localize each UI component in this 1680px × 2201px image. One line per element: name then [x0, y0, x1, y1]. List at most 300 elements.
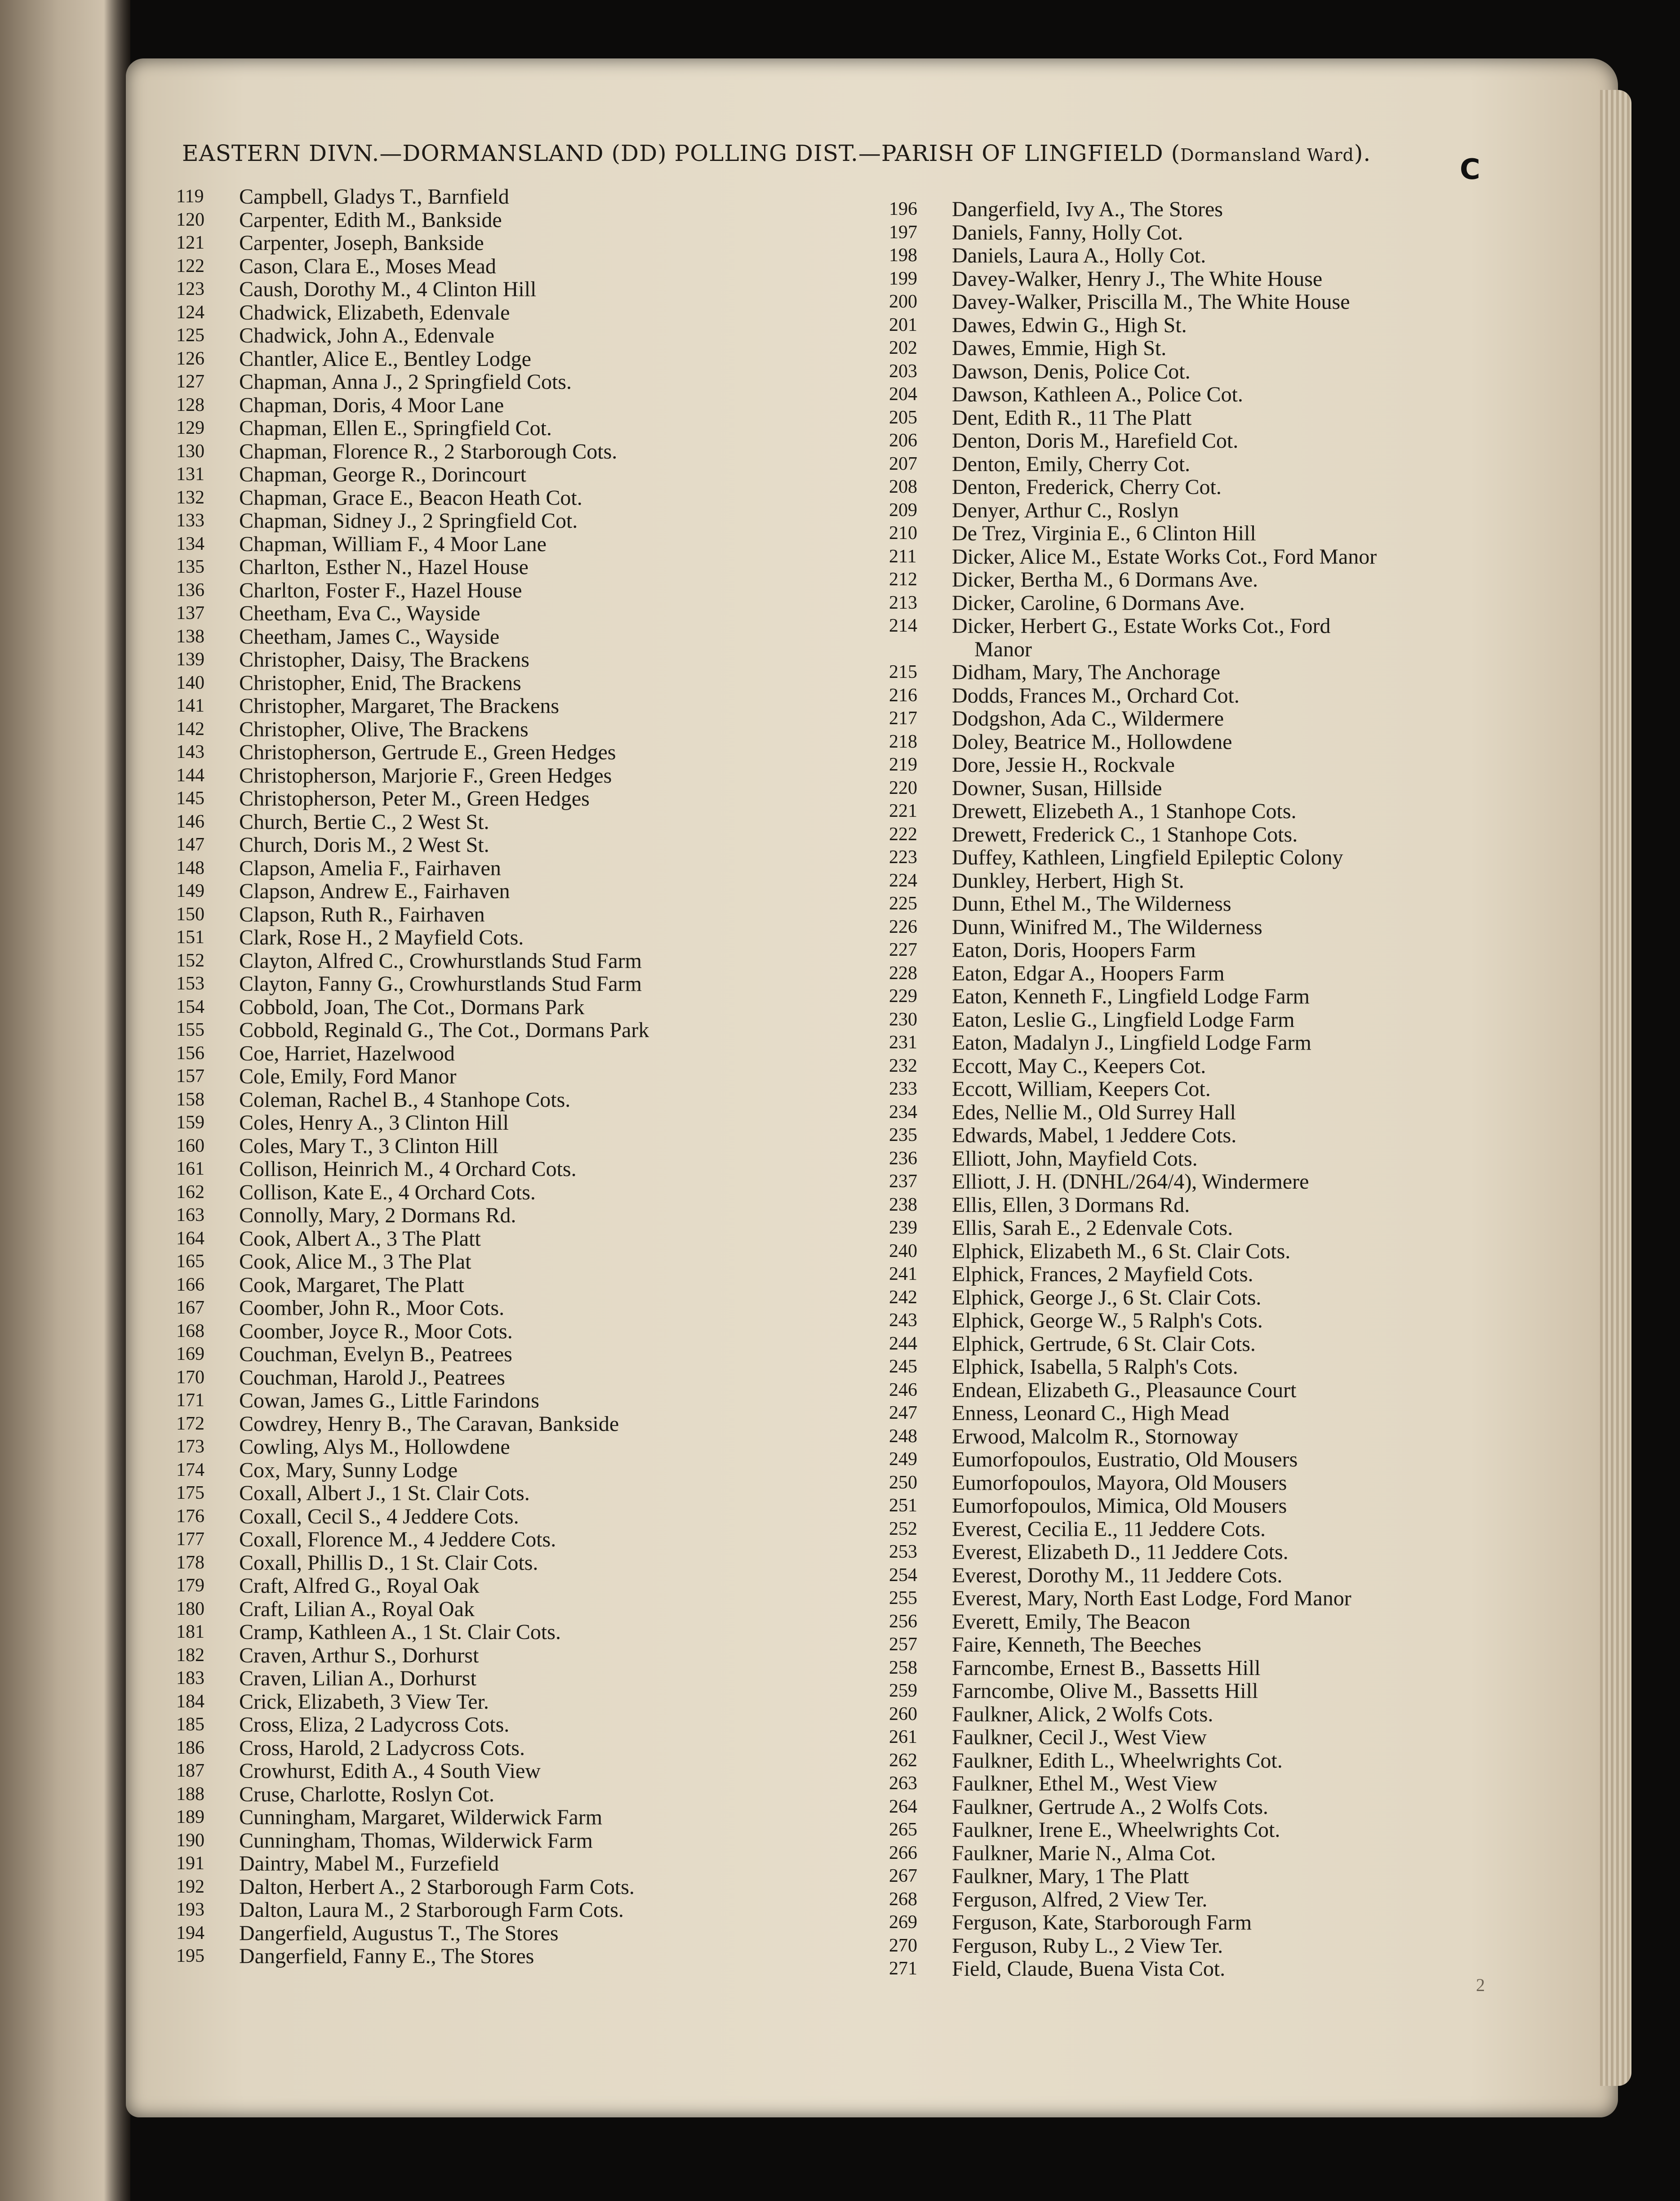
elector-name-address [952, 1216, 1233, 1240]
elector-name-text: Elliott, J. H. (DNHL/264/4), Windermere [952, 1170, 1309, 1194]
elector-name-text: Farncombe, Olive M., Bassetts Hill [952, 1679, 1258, 1703]
elector-name-address [239, 1806, 602, 1829]
elector-number: 182 [176, 1644, 204, 1666]
elector-number: 152 [176, 950, 204, 971]
elector-name-address [239, 602, 480, 625]
elector-number: 269 [889, 1912, 917, 1933]
elector-name-address [239, 1621, 561, 1644]
elector-number: 193 [176, 1899, 204, 1920]
elector-name-text: Everest, Dorothy M., 11 Jeddere Cots. [952, 1563, 1283, 1587]
elector-number: 134 [176, 533, 204, 554]
elector-number: 184 [176, 1691, 204, 1712]
elector-name-text: Dent, Edith R., 11 The Platt [952, 405, 1192, 430]
elector-name-text: Crowhurst, Edith A., 4 South View [239, 1759, 541, 1783]
elector-name-text: Coles, Henry A., 3 Clinton Hill [239, 1111, 509, 1135]
elector-name-text: Christopher, Margaret, The Brackens [239, 694, 560, 718]
elector-name-address [952, 522, 1256, 545]
elector-name-text: Connolly, Mary, 2 Dormans Rd. [239, 1203, 516, 1227]
elector-number: 147 [176, 834, 204, 855]
elector-number: 171 [176, 1390, 204, 1411]
elector-name-text: Cobbold, Joan, The Cot., Dormans Park [239, 995, 585, 1019]
elector-name-address [239, 1088, 570, 1112]
elector-name-address [239, 718, 529, 741]
elector-name-address [952, 707, 1224, 731]
elector-number: 220 [889, 777, 917, 798]
elector-name-address [952, 753, 1175, 777]
elector-name-text: Faulkner, Ethel M., West View [952, 1772, 1218, 1796]
elector-name-address [952, 1355, 1238, 1379]
elector-name-address [952, 892, 1231, 916]
elector-number: 200 [889, 291, 917, 312]
elector-name-address [952, 1587, 1351, 1610]
elector-number: 256 [889, 1611, 917, 1632]
elector-number: 246 [889, 1379, 917, 1400]
elector-name-address [239, 926, 524, 949]
elector-number: 249 [889, 1449, 917, 1470]
elector-name-text: Faulkner, Alick, 2 Wolfs Cots. [952, 1702, 1213, 1726]
elector-name-address [952, 1379, 1296, 1402]
elector-name-address [239, 1505, 519, 1528]
elector-number: 160 [176, 1135, 204, 1156]
elector-name-address [239, 255, 496, 278]
elector-number: 154 [176, 996, 204, 1017]
elector-name-address [239, 857, 501, 880]
elector-name-text: Christopher, Daisy, The Brackens [239, 648, 529, 672]
elector-name-text: Davey-Walker, Henry J., The White House [952, 267, 1323, 291]
elector-number: 194 [176, 1922, 204, 1943]
elector-name-address [952, 453, 1190, 476]
elector-name-address [239, 1644, 479, 1667]
elector-name-address [239, 1667, 476, 1690]
elector-name-text: Collison, Heinrich M., 4 Orchard Cots. [239, 1157, 577, 1181]
elector-number: 176 [176, 1506, 204, 1527]
elector-name-address [952, 499, 1179, 522]
elector-number: 191 [176, 1853, 204, 1874]
elector-number: 140 [176, 672, 204, 693]
elector-name-text: Daniels, Laura A., Holly Cot. [952, 244, 1206, 267]
elector-number: 248 [889, 1426, 917, 1447]
elector-number: 155 [176, 1020, 204, 1040]
elector-number: 180 [176, 1598, 204, 1619]
elector-name-text: Faulkner, Cecil J., West View [952, 1725, 1207, 1749]
elector-name-text: Cowan, James G., Little Farindons [239, 1389, 539, 1412]
elector-name-text: Faulkner, Gertrude A., 2 Wolfs Cots. [952, 1795, 1268, 1819]
elector-name-address [952, 1818, 1280, 1842]
elector-number: 192 [176, 1876, 204, 1897]
elector-name-text: Faulkner, Marie N., Alma Cot. [952, 1841, 1216, 1865]
elector-number: 237 [889, 1171, 917, 1192]
elector-name-address [952, 1332, 1256, 1356]
elector-name-address [952, 823, 1298, 847]
elector-number: 125 [176, 325, 204, 346]
elector-number: 199 [889, 268, 917, 289]
elector-name-address [952, 1518, 1266, 1541]
elector-name-address [239, 1111, 509, 1135]
elector-number: 239 [889, 1217, 917, 1238]
elector-name-address [952, 800, 1297, 823]
elector-name-text: Christopherson, Gertrude E., Green Hedges [239, 740, 616, 764]
elector-number: 190 [176, 1830, 204, 1851]
page-stack-edge [1600, 90, 1631, 2086]
elector-number: 186 [176, 1737, 204, 1758]
elector-name-text: Cook, Albert A., 3 The Platt [239, 1226, 481, 1251]
elector-name-text: Dawson, Kathleen A., Police Cot. [952, 383, 1243, 406]
elector-name-address [239, 1783, 494, 1806]
elector-name-address [239, 695, 559, 718]
elector-number: 234 [889, 1101, 917, 1123]
elector-name-text: Cramp, Kathleen A., 1 St. Clair Cots. [239, 1620, 561, 1644]
elector-number: 255 [889, 1588, 917, 1608]
elector-name-text: Eaton, Madalyn J., Lingfield Lodge Farm [952, 1031, 1311, 1055]
elector-number: 219 [889, 754, 917, 775]
elector-name-text: Eccott, May C., Keepers Cot. [952, 1054, 1206, 1078]
elector-name-address [239, 1945, 534, 1968]
elector-number: 252 [889, 1518, 917, 1539]
elector-name-address [952, 337, 1166, 360]
elector-name-address [952, 1194, 1190, 1217]
elector-number: 185 [176, 1714, 204, 1735]
elector-name-address [952, 314, 1187, 337]
elector-name-text: Didham, Mary, The Anchorage [952, 660, 1221, 684]
elector-name-address [952, 476, 1222, 499]
elector-name-text: Chapman, Grace E., Beacon Heath Cot. [239, 486, 582, 510]
elector-name-address [952, 1610, 1190, 1634]
elector-name-address [952, 1147, 1198, 1171]
elector-name-text: Dangerfield, Augustus T., The Stores [239, 1921, 559, 1945]
page-mark: 2 [1476, 1975, 1485, 1995]
elector-name-address [239, 301, 510, 325]
elector-number: 144 [176, 765, 204, 786]
elector-name-address [952, 290, 1350, 314]
elector-number: 161 [176, 1158, 204, 1179]
elector-name-address [239, 1320, 513, 1343]
elector-name-address [239, 996, 584, 1019]
elector-number: 135 [176, 557, 204, 577]
elector-name-address [952, 1772, 1218, 1796]
elector-name-text: Ellis, Ellen, 3 Dormans Rd. [952, 1193, 1190, 1217]
elector-number: 128 [176, 394, 204, 415]
elector-name-text: Craft, Alfred G., Royal Oak [239, 1574, 480, 1598]
elector-name-address [239, 509, 578, 533]
elector-number: 174 [176, 1459, 204, 1480]
elector-name-address [952, 846, 1343, 869]
elector-name-text: Daintry, Mabel M., Furzefield [239, 1852, 499, 1876]
elector-name-address [239, 209, 502, 232]
elector-number: 163 [176, 1205, 204, 1225]
elector-name-text: Field, Claude, Buena Vista Cot. [952, 1957, 1226, 1981]
elector-name-text: Chapman, Doris, 4 Moor Lane [239, 393, 504, 417]
elector-number: 224 [889, 870, 917, 891]
elector-number: 187 [176, 1760, 204, 1781]
elector-name-text: Denyer, Arthur C., Roslyn [952, 498, 1179, 522]
elector-name-text: Dawes, Emmie, High St. [952, 336, 1167, 360]
elector-name-address [239, 185, 509, 209]
elector-name-address [239, 1690, 489, 1714]
elector-number: 257 [889, 1634, 917, 1655]
elector-name-text: Drewett, Elizebeth A., 1 Stanhope Cots. [952, 799, 1297, 823]
elector-name-text: Elphick, Gertrude, 6 St. Clair Cots. [952, 1332, 1256, 1356]
elector-name-address [239, 348, 531, 371]
elector-name-text: Dangerfield, Fanny E., The Stores [239, 1944, 534, 1968]
elector-name-address [239, 1042, 455, 1065]
elector-number: 120 [176, 209, 204, 230]
elector-name-text: Ferguson, Alfred, 2 View Ter. [952, 1887, 1208, 1911]
elector-name-text: Charlton, Esther N., Hazel House [239, 555, 529, 579]
elector-number: 238 [889, 1194, 917, 1215]
elector-number: 235 [889, 1125, 917, 1145]
elector-number: 151 [176, 927, 204, 948]
elector-name-address [239, 1713, 509, 1737]
elector-name-address [239, 1922, 559, 1945]
elector-name-address [952, 985, 1310, 1008]
elector-name-address [239, 1551, 538, 1575]
elector-name-text: Clapson, Amelia F., Fairhaven [239, 856, 501, 880]
elector-name-text: Cruse, Charlotte, Roslyn Cot. [239, 1782, 494, 1806]
elector-number: 251 [889, 1495, 917, 1516]
elector-name-text: Coleman, Rachel B., 4 Stanhope Cots. [239, 1087, 571, 1112]
elector-number: 211 [889, 546, 917, 567]
elector-name-address [952, 1309, 1263, 1332]
elector-name-address [952, 568, 1258, 592]
elector-name-text: Doley, Beatrice M., Hollowdene [952, 730, 1232, 754]
elector-name-address [239, 1898, 624, 1922]
elector-number: 168 [176, 1320, 204, 1341]
elector-number: 222 [889, 824, 917, 845]
elector-number: 245 [889, 1356, 917, 1377]
elector-name-address [239, 880, 510, 903]
header-main: EASTERN DIVN.—DORMANSLAND (DD) POLLING DIST.—PARISH OF LINGFIELD ( [182, 140, 1181, 166]
elector-name-text: Cobbold, Reginald G., The Cot., Dormans Park [239, 1018, 649, 1042]
elector-number: 132 [176, 487, 204, 508]
elector-name-text: Christopherson, Peter M., Green Hedges [239, 787, 590, 811]
elector-name-address [952, 1934, 1223, 1958]
elector-name-address [952, 661, 1220, 684]
elector-name-address [239, 232, 484, 255]
elector-name-text: Dawes, Edwin G., High St. [952, 313, 1187, 337]
elector-name-text: Chadwick, John A., Edenvale [239, 324, 494, 348]
elector-name-text: Dangerfield, Ivy A., The Stores [952, 197, 1223, 221]
elector-number: 195 [176, 1946, 204, 1966]
elector-name-text: Enness, Leonard C., High Mead [952, 1401, 1230, 1425]
elector-name-address [952, 1494, 1287, 1518]
elector-name-address [239, 1852, 499, 1876]
elector-name-text: Faulkner, Irene E., Wheelwrights Cot. [952, 1818, 1280, 1842]
elector-number: 205 [889, 407, 917, 428]
elector-name-address [952, 198, 1223, 221]
elector-name-text: Cook, Alice M., 3 The Plat [239, 1250, 471, 1274]
elector-number: 150 [176, 904, 204, 925]
elector-name-text: Craft, Lilian A., Royal Oak [239, 1597, 475, 1621]
elector-number: 178 [176, 1552, 204, 1573]
elector-name-address [239, 625, 499, 649]
elector-name-address [952, 1633, 1201, 1657]
elector-name-address [952, 1170, 1309, 1194]
elector-name-text: Clapson, Ruth R., Fairhaven [239, 902, 485, 927]
elector-name-text: Eumorfopoulos, Mayora, Old Mousers [952, 1470, 1287, 1495]
elector-name-address [952, 1471, 1287, 1495]
elector-name-text: Dore, Jessie H., Rockvale [952, 753, 1175, 777]
elector-name-text: Drewett, Frederick C., 1 Stanhope Cots. [952, 822, 1298, 847]
elector-number: 244 [889, 1333, 917, 1354]
elector-number: 207 [889, 453, 917, 474]
elector-number: 241 [889, 1264, 917, 1284]
elector-name-text: Cowdrey, Henry B., The Caravan, Bankside [239, 1412, 619, 1436]
elector-name-text: Craven, Arthur S., Dorhurst [239, 1643, 479, 1667]
elector-number: 267 [889, 1866, 917, 1886]
elector-name-text: Faulkner, Mary, 1 The Platt [952, 1864, 1189, 1888]
elector-name-text: Cunningham, Thomas, Wilderwick Farm [239, 1828, 593, 1853]
elector-number: 129 [176, 418, 204, 438]
elector-name-address [952, 1911, 1252, 1934]
elector-number: 153 [176, 973, 204, 994]
elector-name-text: Dicker, Caroline, 6 Dormans Ave. [952, 591, 1245, 615]
elector-number: 233 [889, 1078, 917, 1099]
elector-name-address [952, 592, 1245, 615]
elector-name-address [239, 949, 642, 973]
elector-name-address [239, 1158, 577, 1181]
elector-name-address [239, 1366, 505, 1390]
elector-name-text: Coxall, Cecil S., 4 Jeddere Cots. [239, 1504, 519, 1528]
elector-name-address [239, 1343, 512, 1366]
elector-name-text: Faire, Kenneth, The Beeches [952, 1633, 1201, 1657]
elector-name-text: Ferguson, Ruby L., 2 View Ter. [952, 1934, 1223, 1958]
elector-number: 268 [889, 1889, 917, 1910]
elector-name-text: Davey-Walker, Priscilla M., The White House [952, 290, 1350, 314]
elector-name-text: Chapman, Florence R., 2 Starborough Cots. [239, 439, 618, 463]
elector-number: 260 [889, 1703, 917, 1724]
elector-name-text: Campbell, Gladys T., Barnfield [239, 185, 509, 209]
elector-name-text: Coxall, Phillis D., 1 St. Clair Cots. [239, 1551, 538, 1575]
elector-number: 264 [889, 1796, 917, 1817]
elector-name-address [239, 1482, 530, 1505]
elector-name-address [239, 1435, 510, 1459]
elector-name-address [239, 394, 504, 417]
elector-number: 247 [889, 1403, 917, 1423]
elector-name-text: Chadwick, Elizabeth, Edenvale [239, 300, 510, 325]
elector-name-address [952, 1055, 1206, 1078]
elector-name-text: Coomber, Joyce R., Moor Cots. [239, 1319, 513, 1343]
elector-name-text: Dodgshon, Ada C., Wildermere [952, 707, 1224, 731]
elector-name-text: Charlton, Foster F., Hazel House [239, 578, 522, 602]
elector-number: 250 [889, 1472, 917, 1493]
elector-name-text: Coles, Mary T., 3 Clinton Hill [239, 1134, 498, 1158]
elector-number: 119 [176, 186, 204, 207]
elector-name-text: Edwards, Mabel, 1 Jeddere Cots. [952, 1123, 1237, 1147]
elector-name-text: Cole, Emily, Ford Manor [239, 1065, 457, 1088]
elector-name-text: Elliott, John, Mayfield Cots. [952, 1146, 1198, 1171]
elector-number: 226 [889, 916, 917, 937]
elector-number: 143 [176, 742, 204, 762]
elector-name-address [952, 731, 1232, 754]
elector-name-text: Eaton, Kenneth F., Lingfield Lodge Farm [952, 985, 1310, 1008]
elector-name-text: Crick, Elizabeth, 3 View Ter. [239, 1689, 489, 1714]
elector-name-text: Elphick, Frances, 2 Mayfield Cots. [952, 1262, 1253, 1286]
elector-name-text: Cook, Margaret, The Platt [239, 1273, 464, 1297]
elector-number: 271 [889, 1958, 917, 1979]
elector-number: 208 [889, 477, 917, 497]
elector-name-address [239, 741, 616, 764]
elector-name-text: Christopherson, Marjorie F., Green Hedges [239, 763, 612, 788]
elector-name-address [952, 545, 1377, 569]
elector-name-address [239, 833, 489, 857]
elector-name-address [239, 556, 529, 579]
elector-number: 179 [176, 1575, 204, 1596]
elector-name-text: Eaton, Edgar A., Hoopers Farm [952, 961, 1225, 985]
elector-name-text: Chapman, Anna J., 2 Springfield Cots. [239, 370, 572, 394]
elector-name-text: Denton, Frederick, Cherry Cot. [952, 475, 1222, 499]
elector-name-text: Craven, Lilian A., Dorhurst [239, 1666, 476, 1690]
elector-number: 181 [176, 1622, 204, 1642]
elector-number: 196 [889, 199, 917, 219]
elector-address-continuation: Manor [974, 637, 1032, 661]
elector-name-text: Dunn, Winifred M., The Wilderness [952, 915, 1262, 939]
elector-number: 138 [176, 626, 204, 647]
elector-name-text: De Trez, Virginia E., 6 Clinton Hill [952, 521, 1256, 545]
elector-name-address [952, 916, 1262, 939]
elector-number: 270 [889, 1935, 917, 1956]
elector-name-address [952, 1726, 1207, 1749]
elector-name-text: Cheetham, James C., Wayside [239, 624, 500, 649]
elector-name-address [239, 463, 526, 486]
elector-number: 142 [176, 718, 204, 740]
elector-number: 156 [176, 1043, 204, 1064]
elector-number: 149 [176, 881, 204, 901]
elector-name-text: Dicker, Alice M., Estate Works Cot., Ford Manor [952, 544, 1377, 569]
elector-number: 204 [889, 384, 917, 405]
elector-name-address [239, 579, 522, 602]
elector-name-address [952, 1888, 1207, 1911]
elector-number: 240 [889, 1240, 917, 1261]
elector-number: 214 [889, 615, 917, 636]
elector-name-address [952, 1078, 1211, 1101]
elector-number: 202 [889, 338, 917, 358]
elector-name-text: Eumorfopoulos, Mimica, Old Mousers [952, 1494, 1287, 1518]
elector-name-text: Church, Bertie C., 2 West St. [239, 810, 489, 834]
elector-name-text: Chapman, Ellen E., Springfield Cot. [239, 416, 552, 440]
elector-name-text: Dawson, Denis, Police Cot. [952, 359, 1191, 383]
elector-name-address [952, 1657, 1261, 1680]
elector-name-address [952, 1680, 1258, 1703]
elector-name-address [239, 370, 572, 394]
elector-name-address [952, 684, 1240, 708]
elector-number: 231 [889, 1032, 917, 1053]
elector-name-text: Clayton, Alfred C., Crowhurstlands Stud Farm [239, 949, 642, 973]
elector-name-address [239, 1297, 504, 1320]
elector-name-text: Cross, Harold, 2 Ladycross Cots. [239, 1736, 525, 1760]
elector-name-text: Ferguson, Kate, Starborough Farm [952, 1911, 1252, 1934]
elector-name-address [239, 1760, 541, 1783]
elector-name-address [952, 267, 1322, 291]
elector-number: 259 [889, 1680, 917, 1701]
elector-name-text: Farncombe, Ernest B., Bassetts Hill [952, 1656, 1261, 1680]
elector-name-address [952, 1263, 1253, 1286]
elector-name-text: Cheetham, Eva C., Wayside [239, 601, 480, 625]
elector-number: 236 [889, 1148, 917, 1169]
elector-name-text: Couchman, Evelyn B., Peatrees [239, 1342, 512, 1366]
elector-number: 137 [176, 603, 204, 624]
elector-name-address [239, 1737, 525, 1760]
elector-name-text: Carpenter, Joseph, Bankside [239, 231, 484, 255]
elector-number: 157 [176, 1066, 204, 1087]
elector-name-address [952, 1448, 1298, 1471]
elector-number: 217 [889, 708, 917, 729]
elector-number: 173 [176, 1436, 204, 1457]
elector-number: 223 [889, 847, 917, 868]
elector-number: 203 [889, 361, 917, 382]
elector-name-text: Denton, Emily, Cherry Cot. [952, 452, 1191, 476]
elector-number: 158 [176, 1089, 204, 1110]
elector-number: 232 [889, 1055, 917, 1076]
